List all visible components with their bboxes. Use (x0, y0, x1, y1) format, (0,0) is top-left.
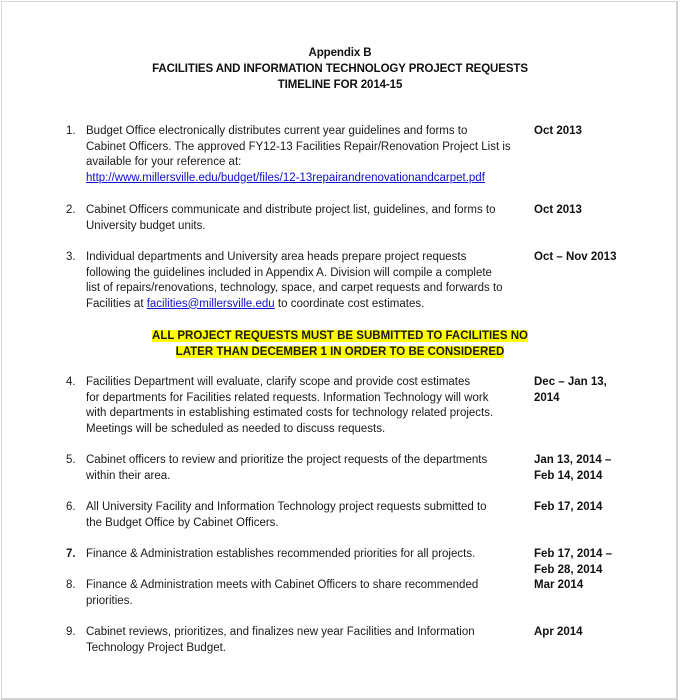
item-number: 7. (66, 548, 76, 560)
item-text (86, 500, 526, 531)
date-line: Apr 2014 (534, 626, 583, 638)
deadline-notice (0, 329, 680, 360)
item-text (86, 375, 526, 437)
item-9-date (534, 625, 654, 641)
date-line: 2014 (534, 391, 560, 404)
line-prefix: Facilities at (86, 297, 147, 310)
document-title: FACILITIES AND INFORMATION TECHNOLOGY PROJECT REQUESTS (152, 63, 528, 75)
item-7-date (534, 547, 654, 578)
item-line: Cabinet reviews, prioritizes, and finalizes new year Facilities and Information (86, 626, 475, 638)
item-1-date (534, 124, 654, 140)
date-line: Dec – Jan 13, (534, 376, 607, 388)
item-line: Cabinet officers to review and prioritize the project requests of the departments (86, 454, 488, 466)
date-line: Feb 28, 2014 (534, 563, 603, 576)
date-line: Mar 2014 (534, 579, 584, 591)
item-number: 4. (66, 376, 76, 388)
item-text (86, 578, 526, 609)
date-line: Oct – Nov 2013 (534, 251, 617, 263)
line-suffix: to coordinate cost estimates. (274, 297, 425, 310)
item-line (86, 297, 526, 313)
item-number: 5. (66, 454, 76, 466)
item-3-date (534, 250, 654, 266)
item-text (86, 547, 526, 563)
project-list-link[interactable]: http://www.millersville.edu/budget/files/12-13repairandrenovationandcarpet.pdf (86, 171, 485, 184)
item-line: within their area. (86, 469, 171, 482)
item-8-date (534, 578, 654, 594)
item-text (86, 203, 526, 234)
document-subtitle: TIMELINE FOR 2014-15 (277, 79, 403, 91)
facilities-email-link[interactable]: facilities@millersville.edu (146, 297, 275, 310)
item-line: University budget units. (86, 219, 206, 232)
item-line: Facilities Department will evaluate, clarify scope and provide cost estimates (86, 376, 471, 388)
item-line: available for your reference at: (86, 156, 242, 168)
item-line: Meetings will be scheduled as needed to discuss requests. (86, 422, 386, 435)
item-line: Budget Office electronically distributes current year guidelines and forms to (86, 125, 468, 137)
appendix-label: Appendix B (308, 47, 372, 59)
item-number: 3. (66, 251, 76, 263)
date-line: Feb 17, 2014 – (534, 548, 612, 560)
date-line: Oct 2013 (534, 125, 582, 137)
item-text (86, 453, 526, 484)
item-line: list of repairs/renovations, technology, space, and carpet requests and forwards to (86, 282, 503, 294)
item-text (86, 625, 526, 656)
item-number: 1. (66, 125, 76, 137)
date-line: Jan 13, 2014 – (534, 454, 612, 466)
item-text (86, 250, 526, 312)
item-text (86, 124, 526, 186)
item-5-date (534, 453, 654, 484)
item-line: with departments in establishing estimated costs for technology related projects. (86, 407, 494, 419)
item-line: priorities. (86, 594, 133, 607)
item-line: Technology Project Budget. (86, 641, 227, 654)
item-4-date (534, 375, 654, 406)
item-6-date (534, 500, 654, 516)
notice-line-2: LATER THAN DECEMBER 1 IN ORDER TO BE CONSIDERED (175, 345, 505, 358)
item-number: 9. (66, 626, 76, 638)
item-line: the Budget Office by Cabinet Officers. (86, 516, 279, 529)
item-line: Cabinet Officers. The approved FY12-13 Facilities Repair/Renovation Project List is (86, 140, 511, 153)
item-number: 6. (66, 501, 76, 513)
item-number: 8. (66, 579, 76, 591)
date-line: Feb 14, 2014 (534, 469, 603, 482)
item-line: Cabinet Officers communicate and distribute project list, guidelines, and forms to (86, 204, 496, 216)
item-line: Finance & Administration establishes recommended priorities for all projects. (86, 548, 476, 560)
item-line: for departments for Facilities related requests. Information Technology will work (86, 391, 489, 404)
item-line: All University Facility and Information Technology project requests submitted to (86, 501, 487, 513)
item-line: Individual departments and University area heads prepare project requests (86, 251, 467, 263)
item-2-date (534, 203, 654, 219)
item-line: following the guidelines included in Appendix A. Division will compile a complete (86, 266, 492, 279)
notice-line-1: ALL PROJECT REQUESTS MUST BE SUBMITTED TO FACILITIES NO (152, 330, 528, 342)
item-line: Finance & Administration meets with Cabinet Officers to share recommended (86, 579, 479, 591)
date-line: Feb 17, 2014 (534, 501, 603, 513)
item-number: 2. (66, 204, 76, 216)
date-line: Oct 2013 (534, 204, 582, 216)
